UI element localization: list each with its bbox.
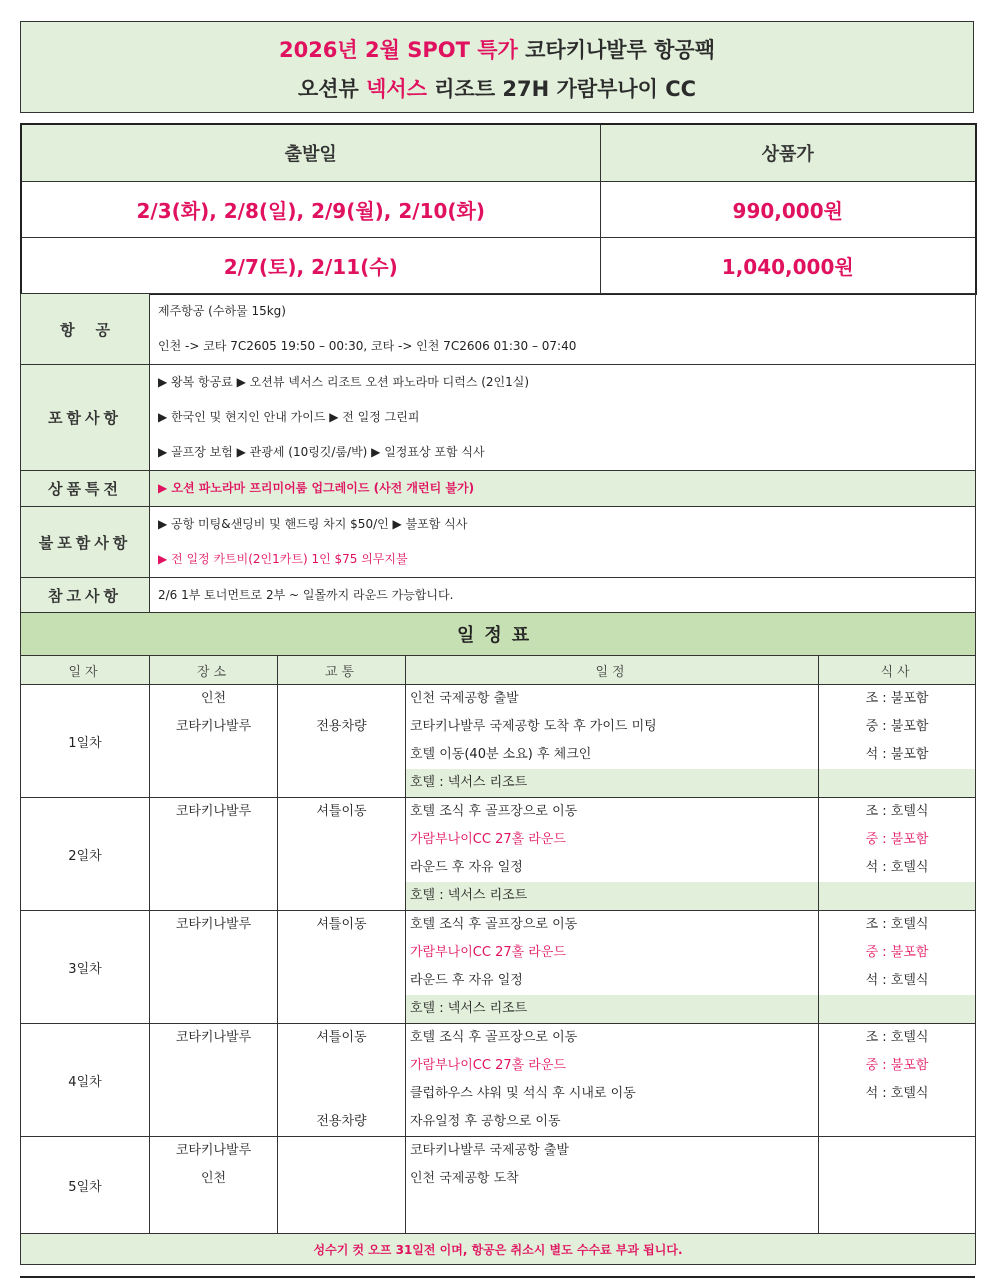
schedule-item: 라운드 후 자유 일정 xyxy=(406,854,819,882)
schedule-transport xyxy=(278,854,406,882)
schedule-transport: 전용차량 xyxy=(278,1108,406,1137)
schedule-row xyxy=(21,1080,976,1108)
price-value: 990,000원 xyxy=(600,182,976,238)
schedule-meal xyxy=(819,769,976,798)
schedule-item: 코타키나발루 국제공항 출발 xyxy=(406,1137,819,1166)
schedule-place: 코타키나발루 xyxy=(150,713,278,741)
title-line-2-a: 오션뷰 xyxy=(297,77,367,101)
schedule-transport xyxy=(278,1193,406,1234)
info-label-notes: 참고사항 xyxy=(21,578,150,613)
schedule-row xyxy=(21,939,976,967)
info-line: ▶ 골프장 보험 ▶ 관광세 (10링깃/룸/박) ▶ 일정표상 포함 식사 xyxy=(158,445,485,459)
info-table xyxy=(20,293,976,613)
bottom-rule xyxy=(20,1276,975,1278)
info-value-included xyxy=(150,365,976,471)
schedule-meal: 조 : 호텔식 xyxy=(819,798,976,827)
schedule-item: 자유일정 후 공항으로 이동 xyxy=(406,1108,819,1137)
col-header-meal: 식사 xyxy=(819,656,976,685)
info-value-flight xyxy=(150,294,976,365)
schedule-place xyxy=(150,1052,278,1080)
schedule-meal: 석 : 호텔식 xyxy=(819,967,976,995)
info-line: ▶ 오션 파노라마 프리미어룸 업그레이드 (사전 개런티 불가) xyxy=(158,481,475,495)
schedule-row xyxy=(21,882,976,911)
title-line-1-rest: 코타키나발루 항공팩 xyxy=(517,38,716,62)
schedule-meal: 조 : 호텔식 xyxy=(819,911,976,940)
title-line-2-highlight: 넥서스 xyxy=(366,77,427,101)
schedule-transport: 전용차량 xyxy=(278,713,406,741)
schedule-meal: 중 : 불포함 xyxy=(819,713,976,741)
schedule-meal: 중 : 불포함 xyxy=(819,826,976,854)
price-table xyxy=(20,123,977,295)
schedule-meal xyxy=(819,1193,976,1234)
schedule-place xyxy=(150,967,278,995)
schedule-row xyxy=(21,1137,976,1166)
info-line: ▶ 공항 미팅&샌딩비 및 핸드링 차지 $50/인 ▶ 불포함 식사 xyxy=(158,517,468,531)
schedule-transport xyxy=(278,995,406,1024)
schedule-row xyxy=(21,911,976,940)
schedule-item: 호텔 : 넥서스 리조트 xyxy=(406,882,819,911)
schedule-row xyxy=(21,826,976,854)
schedule-place xyxy=(150,1108,278,1137)
schedule-transport xyxy=(278,685,406,714)
col-header-place: 장소 xyxy=(150,656,278,685)
title-line-2 xyxy=(21,73,973,103)
info-label-included: 포함사항 xyxy=(21,365,150,471)
schedule-meal: 석 : 호텔식 xyxy=(819,854,976,882)
schedule-day: 4일차 xyxy=(21,1024,150,1137)
col-header-day: 일자 xyxy=(21,656,150,685)
schedule-place: 코타키나발루 xyxy=(150,798,278,827)
info-bonus-row xyxy=(21,471,976,507)
price-table-header xyxy=(21,124,976,182)
info-line: ▶ 한국인 및 현지인 안내 가이드 ▶ 전 일정 그린피 xyxy=(158,410,420,424)
schedule-meal: 중 : 불포함 xyxy=(819,1052,976,1080)
schedule-transport xyxy=(278,1137,406,1166)
schedule-meal xyxy=(819,882,976,911)
title-line-1 xyxy=(21,34,973,64)
schedule-row xyxy=(21,1024,976,1053)
schedule-place: 코타키나발루 xyxy=(150,1137,278,1166)
col-header-itinerary: 일정 xyxy=(406,656,819,685)
schedule-place: 인천 xyxy=(150,1165,278,1193)
departure-dates: 2/7(토), 2/11(수) xyxy=(21,238,600,295)
schedule-place xyxy=(150,854,278,882)
schedule-row xyxy=(21,769,976,798)
schedule-transport: 셔틀이동 xyxy=(278,911,406,940)
info-value-bonus xyxy=(150,471,976,507)
schedule-place xyxy=(150,769,278,798)
schedule-item: 클럽하우스 샤워 및 석식 후 시내로 이동 xyxy=(406,1080,819,1108)
schedule-title: 일정표 xyxy=(21,613,976,656)
schedule-transport xyxy=(278,1080,406,1108)
schedule-item: 호텔 : 넥서스 리조트 xyxy=(406,769,819,798)
title-banner xyxy=(20,21,974,113)
info-value-notes xyxy=(150,578,976,613)
schedule-transport xyxy=(278,769,406,798)
schedule-item: 가람부나이CC 27홀 라운드 xyxy=(406,826,819,854)
schedule-item: 호텔 조식 후 골프장으로 이동 xyxy=(406,798,819,827)
schedule-transport xyxy=(278,1165,406,1193)
schedule-item xyxy=(406,1193,819,1234)
schedule-row xyxy=(21,854,976,882)
schedule-day: 1일차 xyxy=(21,685,150,798)
schedule-table xyxy=(20,612,976,1265)
info-line: ▶ 왕복 항공료 ▶ 오션뷰 넥서스 리조트 오션 파노라마 디럭스 (2인1실) xyxy=(158,375,530,389)
schedule-transport xyxy=(278,967,406,995)
schedule-row xyxy=(21,995,976,1024)
schedule-meal: 석 : 호텔식 xyxy=(819,1080,976,1108)
schedule-place xyxy=(150,1193,278,1234)
price-row xyxy=(21,238,976,295)
schedule-transport: 셔틀이동 xyxy=(278,798,406,827)
schedule-row xyxy=(21,1193,976,1234)
schedule-meal xyxy=(819,1108,976,1137)
schedule-place xyxy=(150,882,278,911)
schedule-place xyxy=(150,939,278,967)
schedule-place xyxy=(150,1080,278,1108)
header-price: 상품가 xyxy=(600,124,976,182)
info-included-row xyxy=(21,365,976,471)
schedule-day: 5일차 xyxy=(21,1137,150,1234)
col-header-transport: 교통 xyxy=(278,656,406,685)
schedule-meal xyxy=(819,995,976,1024)
schedule-title-row xyxy=(21,613,976,656)
schedule-transport xyxy=(278,939,406,967)
schedule-meal: 석 : 불포함 xyxy=(819,741,976,769)
schedule-row xyxy=(21,1052,976,1080)
info-label-flight: 항 공 xyxy=(21,294,150,365)
schedule-place: 인천 xyxy=(150,685,278,714)
info-line: 인천 -> 코타 7C2605 19:50 – 00:30, 코타 -> 인천 7C2606 01:30 – 07:40 xyxy=(158,339,577,353)
title-highlight: 2026년 2월 SPOT 특가 xyxy=(278,38,518,62)
schedule-transport xyxy=(278,741,406,769)
title-line-2-b: 리조트 27H 가람부나이 CC xyxy=(426,77,697,101)
schedule-item: 호텔 조식 후 골프장으로 이동 xyxy=(406,911,819,940)
header-departure: 출발일 xyxy=(21,124,600,182)
schedule-item: 호텔 : 넥서스 리조트 xyxy=(406,995,819,1024)
price-row xyxy=(21,182,976,238)
schedule-place: 코타키나발루 xyxy=(150,1024,278,1053)
schedule-transport xyxy=(278,882,406,911)
info-line: 제주항공 (수하물 15kg) xyxy=(158,304,286,318)
schedule-item: 코타키나발루 국제공항 도착 후 가이드 미팅 xyxy=(406,713,819,741)
info-value-excluded xyxy=(150,507,976,578)
schedule-meal: 조 : 호텔식 xyxy=(819,1024,976,1053)
info-excluded-row xyxy=(21,507,976,578)
departure-dates: 2/3(화), 2/8(일), 2/9(월), 2/10(화) xyxy=(21,182,600,238)
schedule-item: 인천 국제공항 출발 xyxy=(406,685,819,714)
schedule-item: 라운드 후 자유 일정 xyxy=(406,967,819,995)
schedule-column-headers xyxy=(21,656,976,685)
schedule-transport xyxy=(278,1052,406,1080)
schedule-meal: 조 : 불포함 xyxy=(819,685,976,714)
info-label-bonus: 상품특전 xyxy=(21,471,150,507)
schedule-day: 2일차 xyxy=(21,798,150,911)
schedule-row xyxy=(21,685,976,714)
schedule-meal xyxy=(819,1165,976,1193)
schedule-item: 인천 국제공항 도착 xyxy=(406,1165,819,1193)
schedule-transport xyxy=(278,826,406,854)
schedule-transport: 셔틀이동 xyxy=(278,1024,406,1053)
schedule-place xyxy=(150,826,278,854)
schedule-item: 호텔 조식 후 골프장으로 이동 xyxy=(406,1024,819,1053)
info-label-excluded: 불포함사항 xyxy=(21,507,150,578)
info-flight-row xyxy=(21,294,976,365)
price-value: 1,040,000원 xyxy=(600,238,976,295)
schedule-row xyxy=(21,967,976,995)
schedule-meal xyxy=(819,1137,976,1166)
schedule-place xyxy=(150,741,278,769)
schedule-row xyxy=(21,1108,976,1137)
schedule-place: 코타키나발루 xyxy=(150,911,278,940)
schedule-row xyxy=(21,798,976,827)
info-notes-row xyxy=(21,578,976,613)
schedule-place xyxy=(150,995,278,1024)
footer-notice: 성수기 컷 오프 31일전 이며, 항공은 취소시 별도 수수료 부과 됩니다. xyxy=(21,1234,976,1265)
schedule-item: 가람부나이CC 27홀 라운드 xyxy=(406,1052,819,1080)
info-line: 2/6 1부 토너먼트로 2부 ~ 일몰까지 라운드 가능합니다. xyxy=(158,588,454,602)
schedule-meal: 중 : 불포함 xyxy=(819,939,976,967)
schedule-row xyxy=(21,1165,976,1193)
schedule-item: 가람부나이CC 27홀 라운드 xyxy=(406,939,819,967)
schedule-footer-row xyxy=(21,1234,976,1265)
schedule-item: 호텔 이동(40분 소요) 후 체크인 xyxy=(406,741,819,769)
schedule-row xyxy=(21,741,976,769)
schedule-day: 3일차 xyxy=(21,911,150,1024)
schedule-row xyxy=(21,713,976,741)
info-line-warning: ▶ 전 일정 카트비(2인1카트) 1인 $75 의무지불 xyxy=(158,552,408,566)
